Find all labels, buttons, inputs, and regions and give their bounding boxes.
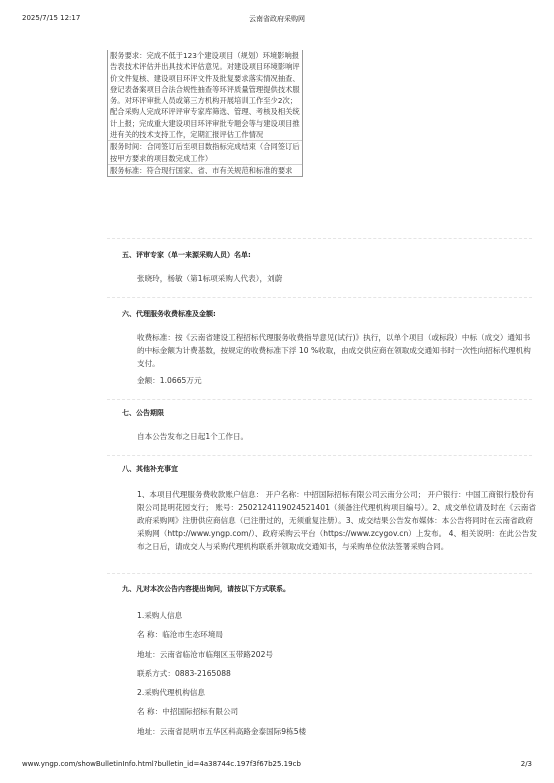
service-standard-text: 服务标准：符合现行国家、省、市有关规范和标准的要求 bbox=[108, 164, 302, 176]
service-time-text: 服务时间：合同签订后至项目数指标完成结束（合同签订后按甲方要求的项目数完成工作） bbox=[108, 140, 302, 164]
contact-purchaser-heading: 1.采购人信息 bbox=[137, 611, 183, 620]
fee-standard-text: 收费标准：按《云南省建设工程招标代理服务收费指导意见(试行)》执行，以单个项目（或标段）中标（成交）通知书的中标金额为计费基数，按规定的收费标准下浮 10 %收取，由成交供应商在领取成交通知书时一次性向招标代理机构支付。 bbox=[137, 333, 531, 368]
page-number: 2/3 bbox=[520, 760, 532, 768]
contact-agency-name: 名 称：中招国际招标有限公司 bbox=[137, 707, 239, 717]
contact-agency-address: 地址：云南省昆明市五华区科高路金泰国际9栋5楼 bbox=[137, 726, 307, 736]
contact-info bbox=[137, 606, 537, 741]
section-title-period: 七、公告期限 bbox=[122, 409, 164, 417]
supplement-text: 1、本项目代理服务费收款账户信息： 开户名称：中招国际招标有限公司云南分公司； 开户银行：中国工商银行股份有限公司昆明花园支行； 账号：2502124119024521401（须备注代理机构项目编号）。2、成交单位请及时在《云南省政府采购网》注册供应商信息（已注册过的，无须重复注册）。3、成交结果公告发布媒体：本公告将同时在云南省政府采购网（http://www.yngp.com/）、政府采购云平台（https://www.zcygov.cn）上发布。 4、相关说明：在此公告发布之日后，请成交人与采购代理机构联系并领取成交通知书，与采购单位依法签署采购合同。 bbox=[137, 490, 537, 551]
fee-amount: 金额：1.0665万元 bbox=[137, 376, 202, 385]
print-footer bbox=[22, 760, 532, 768]
section-divider bbox=[107, 297, 532, 298]
section-divider bbox=[107, 455, 532, 456]
print-header bbox=[22, 14, 532, 22]
requirements-table-cell bbox=[107, 50, 303, 177]
notice-period-text: 自本公告发布之日起1个工作日。 bbox=[137, 432, 249, 441]
print-site-title: 云南省政府采购网 bbox=[249, 15, 305, 23]
experts-list: 张晓玲，杨敏（第1标项采购人代表），刘蔚 bbox=[137, 274, 283, 283]
contact-purchaser-phone: 联系方式：0883-2165088 bbox=[137, 668, 231, 678]
print-datetime: 2025/7/15 12:17 bbox=[22, 14, 81, 22]
print-url: www.yngp.com/showBulletinInfo.html?bulletin_id=4a38744c.197f3f67b25.19cb bbox=[22, 760, 301, 768]
contact-purchaser-address: 地址：云南省临沧市临翔区玉带路202号 bbox=[137, 649, 273, 659]
section-divider bbox=[107, 238, 532, 239]
contact-purchaser-name: 名 称：临沧市生态环境局 bbox=[137, 630, 223, 640]
contact-agency-heading: 2.采购代理机构信息 bbox=[137, 688, 205, 698]
section-title-experts: 五、评审专家（单一来源采购人员）名单: bbox=[122, 251, 251, 259]
service-requirements-text: 服务要求：完成不低于123个建设项目（规划）环境影响报告表技术评估并出具技术评估意见。对建设项目环境影响评价文件复核、建设项目环评文件及批复要求落实情况抽查、登记表备案项目合法合规性抽查等环评质量管理提供技术服务。对环评审批人员或第三方机构开展培训工作至少2次；配合采购人完成环评评审专家库筛选、管理、考核及相关统计上报；完成重大建设项目环评审批专题会等与建设项目推进有关的技术支持工作，定期汇报评估工作情况 bbox=[110, 51, 300, 140]
section-title-contact: 九、凡对本次公告内容提出询问，请按以下方式联系。 bbox=[122, 585, 290, 593]
section-title-supplement: 八、其他补充事宜 bbox=[122, 465, 178, 473]
section-title-fee: 六、代理服务收费标准及金额: bbox=[122, 310, 216, 318]
section-divider bbox=[107, 573, 532, 574]
section-divider bbox=[107, 399, 532, 400]
